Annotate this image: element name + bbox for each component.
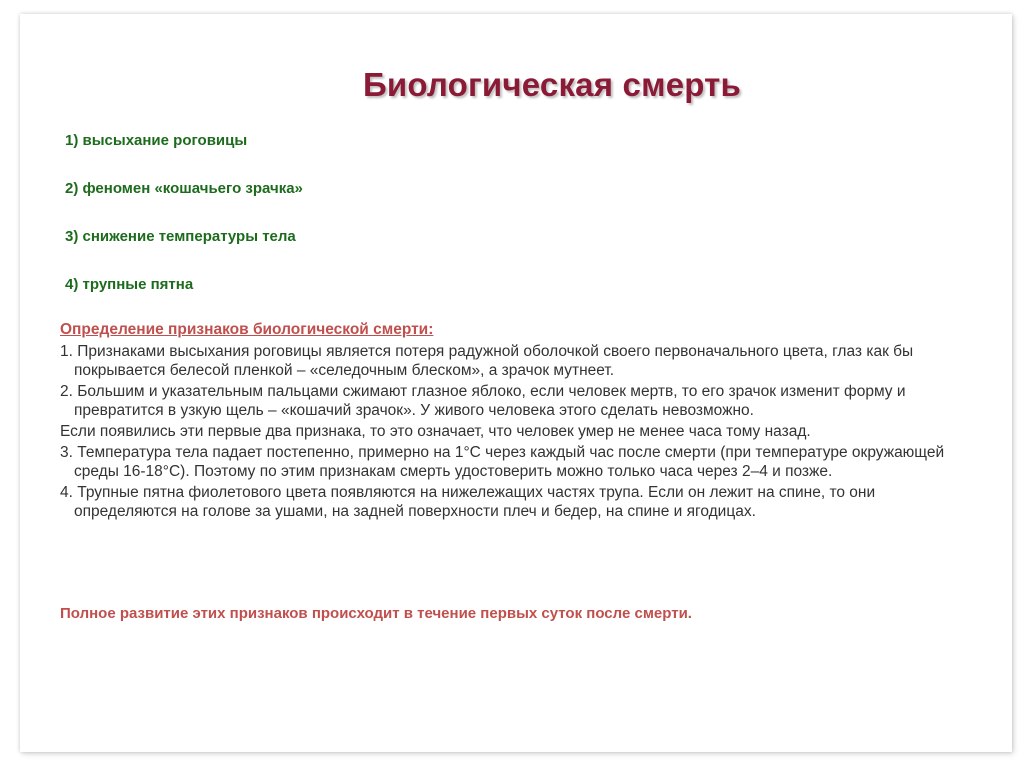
paragraph-cat-pupil: 2. Большим и указательным пальцами сжимают глазное яблоко, если человек мертв, то его зрачок изменит форму и превратится в узкую щель – «кошачий зрачок». У живого человека этого сделать невозможно. — [60, 383, 906, 419]
sign-item: 1) высыхание роговицы — [65, 132, 248, 149]
paragraph-spots: 4. Трупные пятна фиолетового цвета появляются на нижележащих частях трупа. Если он лежит на спине, то они определяются на голове за ушами, на задней поверхности плеч и бедер, на спине и ягодицах. — [60, 484, 876, 520]
sign-item: 2) феномен «кошачьего зрачка» — [65, 180, 303, 197]
slide-title: Биологическая смерть — [362, 66, 742, 103]
paragraph-temperature: 3. Температура тела падает постепенно, примерно на 1°С через каждый час после смерти (при температуре окружающей среды 16-18°С). Поэтому по этим признакам смерть удостоверить можно только часа через 2–4 и позже. — [60, 444, 945, 480]
definition-section — [60, 320, 960, 523]
definition-heading: Определение признаков биологической смерти: — [60, 321, 434, 338]
signs-list — [65, 130, 303, 322]
paragraph-time-note: Если появились эти первые два признака, то это означает, что человек умер не менее часа тому назад. — [60, 423, 811, 440]
paragraph-cornea: 1. Признаками высыхания роговицы является потеря радужной оболочкой своего первоначального цвета, глаз как бы покрывается белесой пленкой – «селедочным блеском», а зрачок мутнеет. — [60, 343, 914, 379]
slide — [20, 14, 1012, 752]
sign-item: 3) снижение температуры тела — [65, 228, 296, 245]
conclusion-text: Полное развитие этих признаков происходит в течение первых суток после смерти. — [60, 605, 692, 622]
sign-item: 4) трупные пятна — [65, 276, 194, 293]
